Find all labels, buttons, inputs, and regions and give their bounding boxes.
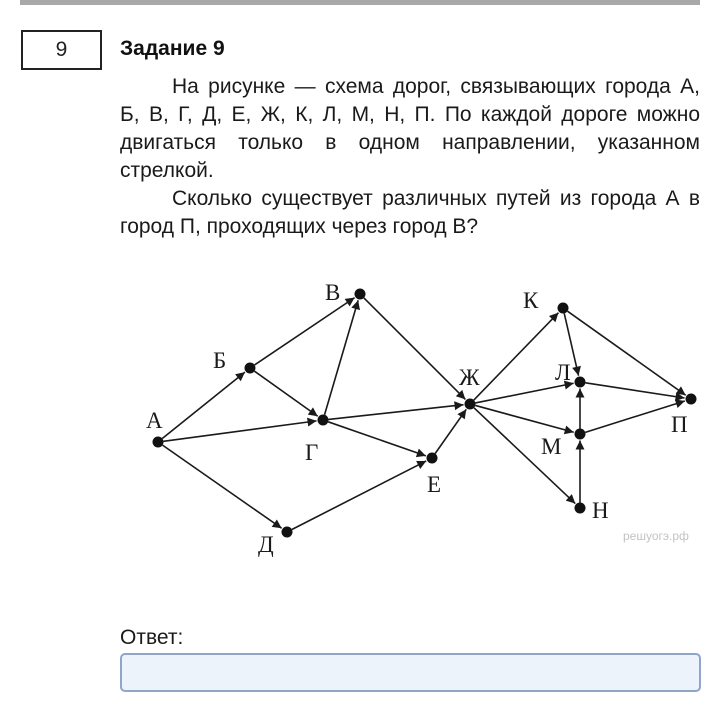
watermark: решуогэ.рф	[623, 529, 689, 543]
node-n	[575, 503, 586, 514]
edge-b-g	[254, 371, 317, 416]
node-g	[318, 415, 329, 426]
edge-m-p	[585, 401, 685, 432]
node-d	[282, 527, 293, 538]
node-e	[427, 453, 438, 464]
task-paragraph-2: Сколько существует различных путей из города А в город П, проходящих через город В?	[120, 187, 700, 238]
node-k	[558, 303, 569, 314]
edge-g-zh	[328, 405, 463, 420]
top-divider	[20, 0, 700, 5]
edge-e-zh	[435, 409, 466, 453]
node-label-d: Д	[258, 532, 274, 557]
task-number: 9	[55, 38, 68, 61]
node-label-g: Г	[305, 440, 319, 465]
node-b	[245, 363, 256, 374]
node-label-n: Н	[592, 498, 609, 523]
edge-a-d	[163, 445, 282, 528]
road-scheme-graph	[130, 270, 710, 570]
node-a	[153, 437, 164, 448]
edge-g-e	[328, 422, 426, 456]
answer-input[interactable]	[120, 653, 701, 692]
task-number-box	[21, 30, 102, 70]
node-label-zh: Ж	[459, 365, 480, 390]
answer-label: Ответ:	[120, 626, 184, 649]
node-l	[575, 377, 586, 388]
edge-l-p	[585, 383, 684, 398]
edge-zh-m	[475, 405, 573, 432]
task-paragraph-1: На рисунке — схема дорог, связывающих города А, Б, В, Г, Д, Е, Ж, К, Л, М, Н, П. По каждой дороге можно двигаться только в одном направлении, указанном стрелкой.	[120, 75, 700, 182]
node-p	[686, 394, 697, 405]
node-label-l: Л	[555, 360, 571, 385]
edge-zh-k	[474, 313, 559, 400]
node-zh	[465, 399, 476, 410]
edge-g-v	[325, 300, 359, 414]
edge-v-zh	[364, 298, 466, 400]
edge-d-e	[292, 461, 426, 530]
edge-b-v	[255, 298, 355, 365]
node-m	[575, 429, 586, 440]
node-label-m: М	[541, 434, 562, 459]
node-v	[355, 289, 366, 300]
edge-a-g	[163, 421, 316, 441]
node-label-k: К	[523, 288, 539, 313]
task-statement	[120, 73, 700, 241]
node-label-p: П	[671, 412, 688, 437]
node-label-a: А	[146, 408, 163, 433]
edge-zh-l	[475, 383, 573, 403]
node-label-b: Б	[213, 348, 227, 373]
node-label-v: В	[325, 280, 341, 305]
edge-a-b	[162, 372, 245, 438]
node-label-e: Е	[427, 472, 442, 497]
task-title: Задание 9	[120, 37, 225, 60]
